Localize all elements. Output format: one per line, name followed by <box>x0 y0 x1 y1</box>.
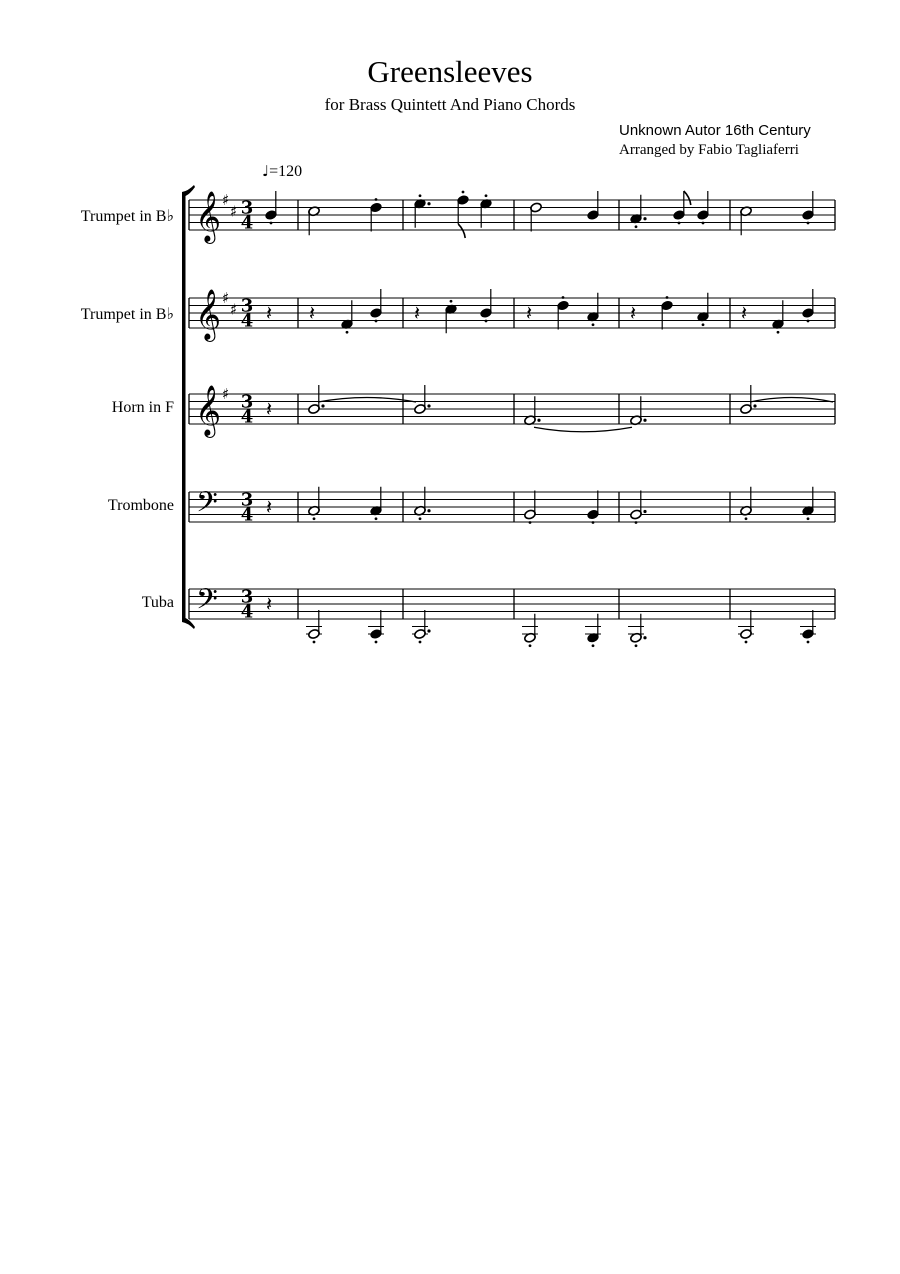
notes <box>265 191 833 648</box>
score-subtitle: for Brass Quintett And Piano Chords <box>324 95 576 114</box>
augmentation-dot <box>427 202 430 205</box>
quarter-rest-icon: 𝄽 <box>741 301 748 325</box>
staccato-dot <box>375 320 378 323</box>
augmentation-dot <box>321 404 324 407</box>
staccato-dot <box>745 517 748 520</box>
instrument-label-trumpet-1: Trumpet in B♭ <box>80 208 174 225</box>
staccato-dot <box>485 194 488 197</box>
eighth-flag <box>684 191 691 205</box>
augmentation-dot <box>643 510 646 513</box>
augmentation-dot <box>753 404 756 407</box>
staccato-dot <box>375 641 378 644</box>
time-signature-top: 3 <box>240 295 254 317</box>
quarter-rest-icon: 𝄽 <box>414 301 421 325</box>
staccato-dot <box>485 320 488 323</box>
time-signature-bottom: 4 <box>240 310 254 332</box>
sharp-icon: ♯ <box>222 289 230 307</box>
staccato-dot <box>529 521 532 524</box>
sharp-icon: ♯ <box>230 202 238 221</box>
augmentation-dot <box>427 404 430 407</box>
instrument-label-trombone: Trombone <box>107 497 174 514</box>
staccato-dot <box>702 222 705 225</box>
quarter-rest-icon: 𝄽 <box>526 301 533 325</box>
sharp-icon: ♯ <box>222 385 230 403</box>
staccato-dot <box>635 521 638 524</box>
sharp-icon: ♯ <box>222 191 230 209</box>
staccato-dot <box>562 296 565 299</box>
quarter-rest-icon: 𝄽 <box>266 495 273 519</box>
instrument-label-horn: Horn in F <box>111 399 174 416</box>
tempo-value: =120 <box>269 163 303 180</box>
quarter-rest-icon: 𝄽 <box>309 301 316 325</box>
quarter-rest-icon: 𝄽 <box>266 397 273 421</box>
time-signatures <box>241 198 254 623</box>
staccato-dot <box>270 222 273 225</box>
quarter-rest-icon: 𝄽 <box>266 301 273 325</box>
augmentation-dot <box>427 629 430 632</box>
treble-clef-icon: 𝄞 <box>195 385 222 436</box>
instrument-label-trumpet-2: Trumpet in B♭ <box>80 306 174 323</box>
staccato-dot <box>375 198 378 201</box>
staccato-dot <box>592 521 595 524</box>
staccato-dot <box>375 517 378 520</box>
bass-clef-icon: 𝄢 <box>196 486 218 526</box>
staccato-dot <box>635 225 638 228</box>
quarter-rest-icon: 𝄽 <box>630 301 637 325</box>
staccato-dot <box>666 296 669 299</box>
staccato-dot <box>419 517 422 520</box>
augmentation-dot <box>537 419 540 422</box>
treble-clef-icon: 𝄞 <box>195 191 222 242</box>
time-signature-top: 3 <box>240 489 254 511</box>
staccato-dot <box>313 641 316 644</box>
staccato-dot <box>529 644 532 647</box>
staccato-dot <box>807 641 810 644</box>
composer-credit: Unknown Autor 16th Century <box>619 122 811 139</box>
quarter-rest-icon: 𝄽 <box>266 592 273 616</box>
time-signature-bottom: 4 <box>240 212 254 234</box>
bass-clef-icon: 𝄢 <box>196 583 218 623</box>
staccato-dot <box>462 191 465 194</box>
arranger-credit: Arranged by Fabio Tagliaferri <box>619 142 799 158</box>
time-signature-top: 3 <box>240 586 254 608</box>
eighth-flag <box>458 224 465 238</box>
augmentation-dot <box>427 509 430 512</box>
staccato-dot <box>807 222 810 225</box>
time-signature-bottom: 4 <box>240 504 254 526</box>
staccato-dot <box>702 323 705 326</box>
staccato-dot <box>777 331 780 334</box>
time-signature-bottom: 4 <box>240 601 254 623</box>
staccato-dot <box>807 320 810 323</box>
staccato-dot <box>635 644 638 647</box>
staccato-dot <box>313 517 316 520</box>
augmentation-dot <box>643 217 646 220</box>
quarter-note-icon: ♩ <box>262 162 270 180</box>
staccato-dot <box>346 331 349 334</box>
staccato-dot <box>450 300 453 303</box>
augmentation-dot <box>643 419 646 422</box>
staccato-dot <box>807 517 810 520</box>
staccato-dot <box>592 323 595 326</box>
sharp-icon: ♯ <box>230 300 238 319</box>
instrument-label-tuba: Tuba <box>141 594 174 611</box>
staccato-dot <box>678 222 681 225</box>
treble-clef-icon: 𝄞 <box>195 289 222 340</box>
augmentation-dot <box>643 636 646 639</box>
staccato-dot <box>419 194 422 197</box>
time-signature-top: 3 <box>240 197 254 219</box>
tie <box>534 427 632 432</box>
score-title: Greensleeves <box>367 54 533 89</box>
clefs <box>195 191 221 623</box>
time-signature-top: 3 <box>240 391 254 413</box>
staccato-dot <box>592 644 595 647</box>
staccato-dot <box>419 641 422 644</box>
time-signature-bottom: 4 <box>240 406 254 428</box>
staccato-dot <box>745 641 748 644</box>
staff-lines <box>189 197 835 619</box>
